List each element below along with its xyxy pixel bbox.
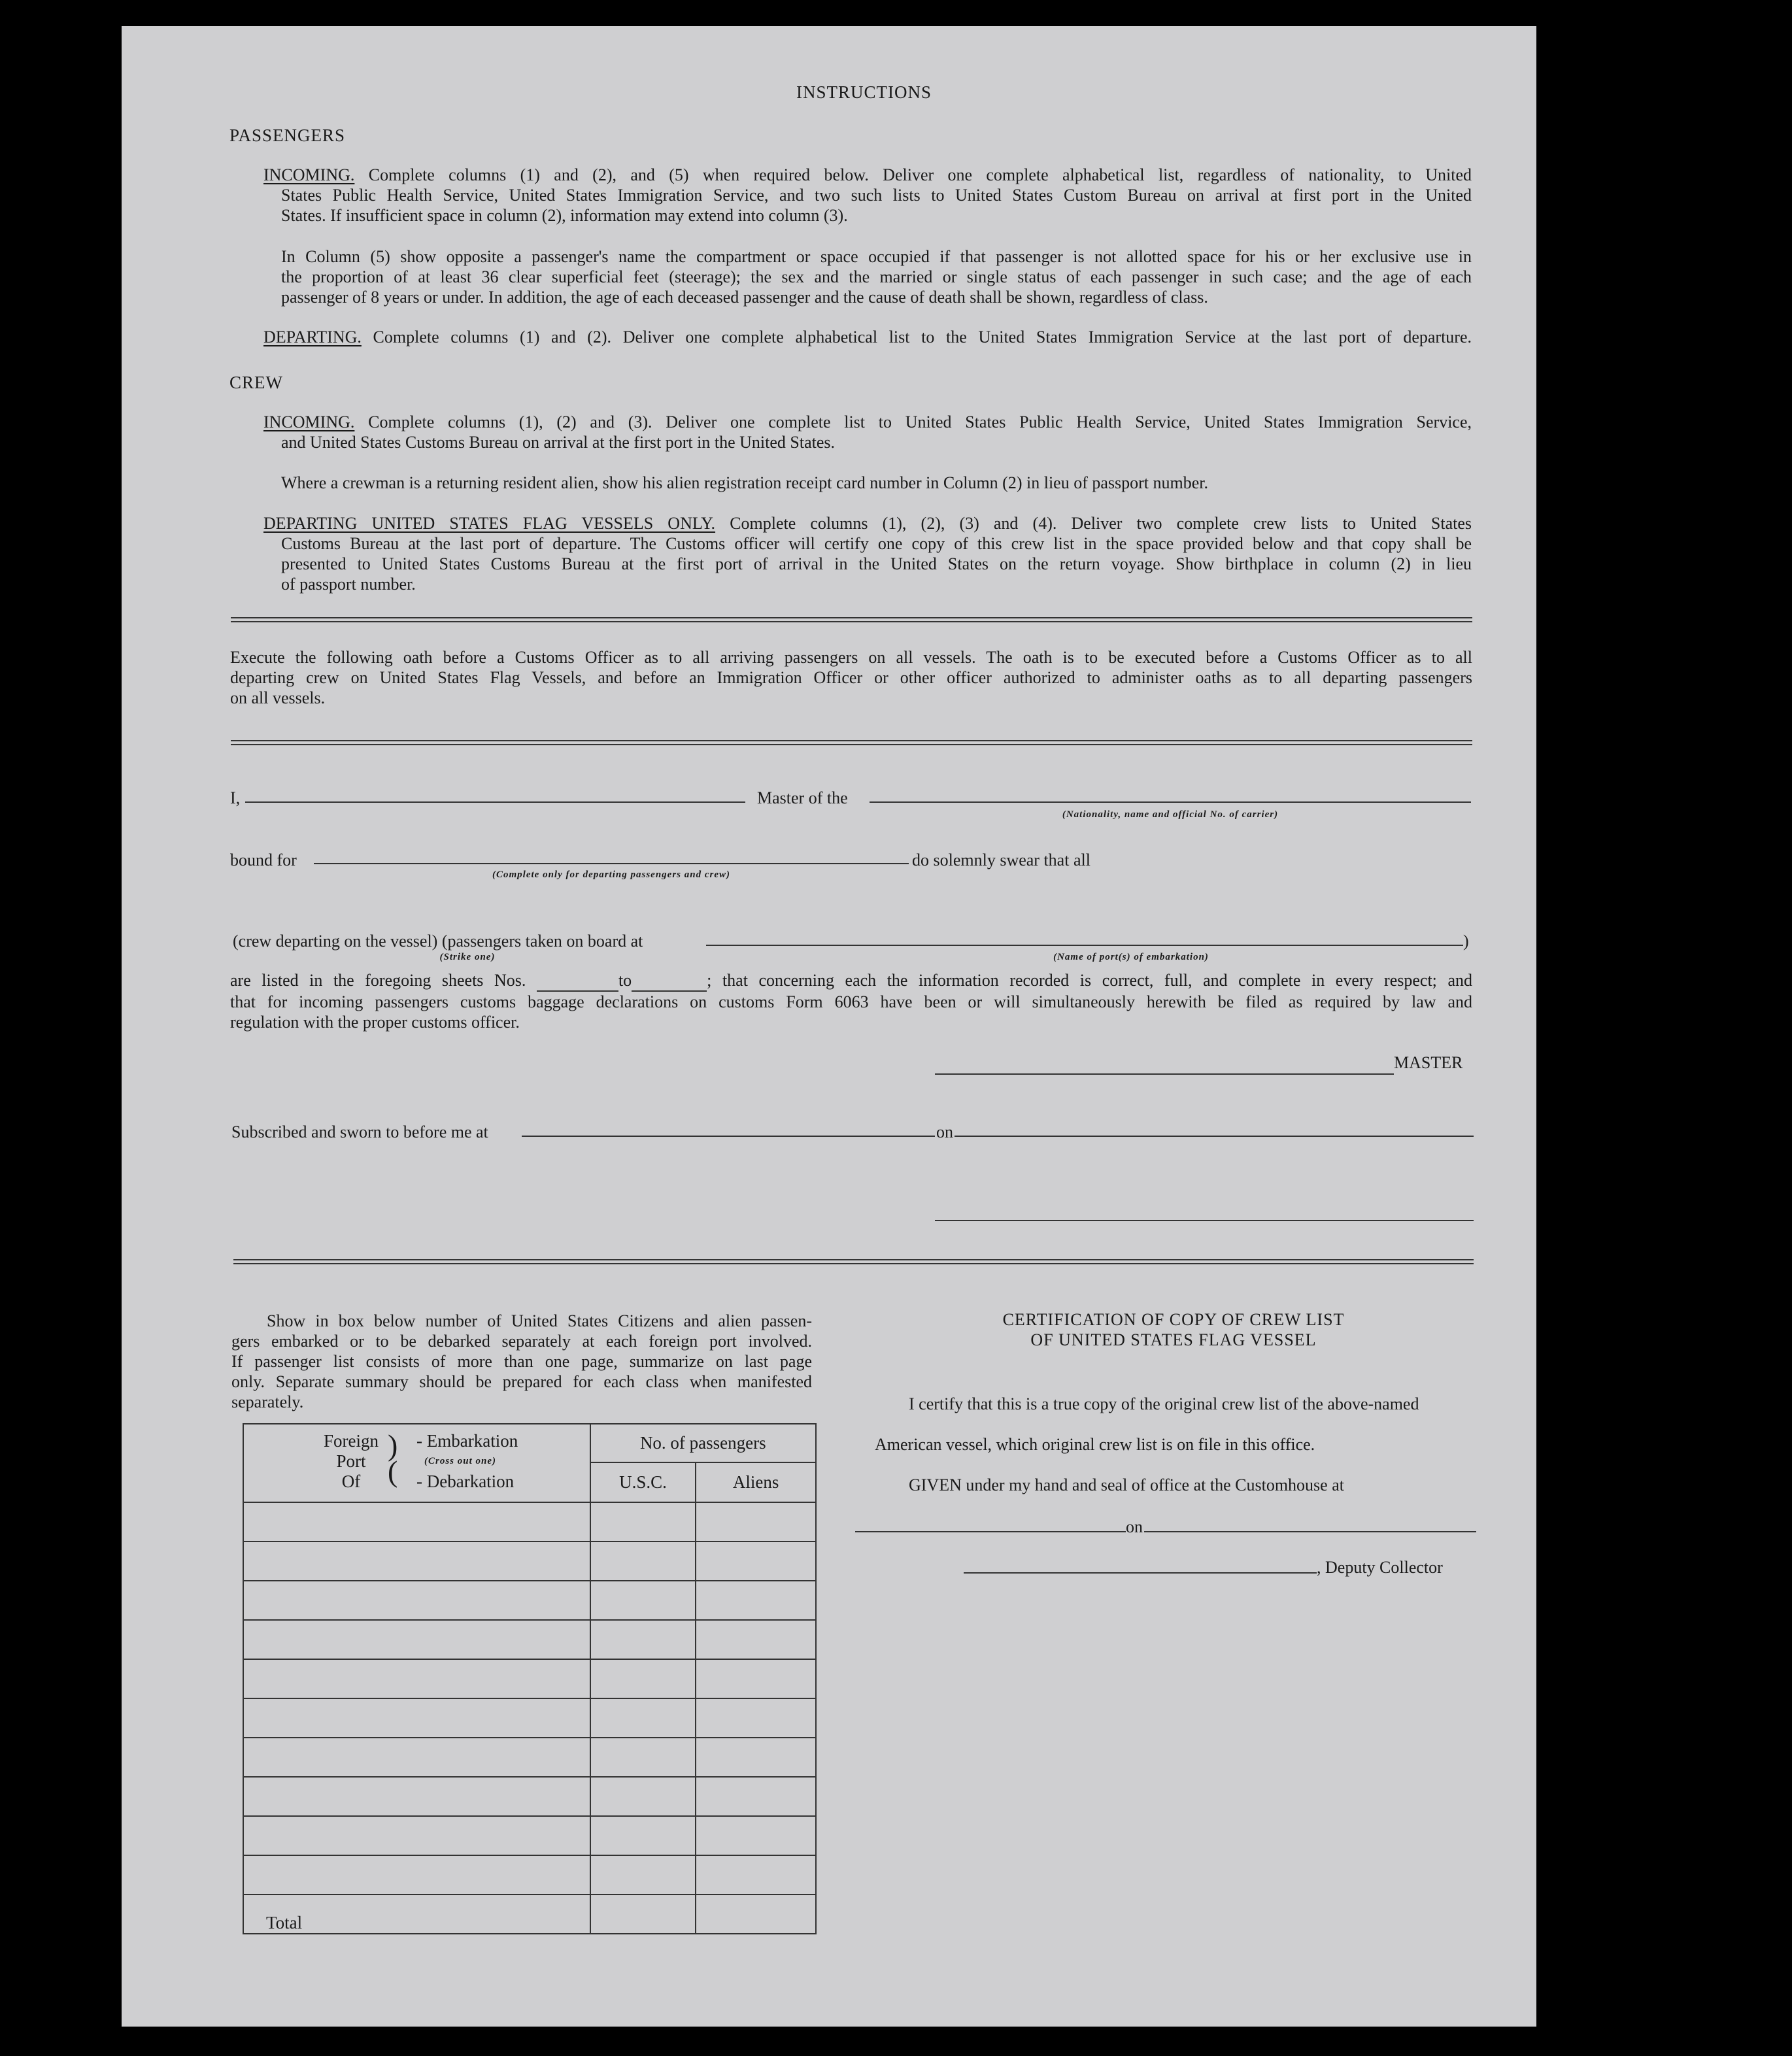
divider: [231, 740, 1472, 745]
crew-passengers-option: (crew departing on the vessel) (passengers taken on board at: [233, 932, 643, 951]
oath-statement: are listed in the foregoing sheets Nos. to ; that concerning each the information recorded is correct, full, and complete in every respect; and that for incoming passengers customs baggage declarations on customs Form 6063 have been or will simultaneously herewith be filed as required by law and regulation with the proper customs officer.: [230, 971, 1472, 1032]
summary-intro: Show in box below number of United States Citizens and alien passen- gers embarked or to be debarked separately at each foreign port involved. If passenger list consists of more than one page, summarize on last page only. Separate summary should be prepared for each class when manifested separately.: [231, 1311, 812, 1411]
officer-signature-field[interactable]: [935, 1220, 1474, 1221]
sworn-place-field[interactable]: [522, 1136, 935, 1137]
total-usc-cell[interactable]: [590, 1895, 696, 1934]
table-row: [243, 1777, 816, 1816]
passengers-heading: PASSENGERS: [229, 126, 346, 145]
certification-line-3: GIVEN under my hand and seal of office at the Customhouse at: [909, 1475, 1344, 1494]
table-row: [243, 1816, 816, 1855]
customhouse-field[interactable]: [855, 1531, 1126, 1532]
instructions-title: INSTRUCTIONS: [796, 82, 932, 102]
aliens-header: Aliens: [696, 1462, 816, 1502]
debarkation-option[interactable]: - Debarkation: [416, 1472, 515, 1491]
certification-title: CERTIFICATION OF COPY OF CREW LIST OF UNITED STATES FLAG VESSEL: [1002, 1310, 1345, 1349]
table-row: [243, 1659, 816, 1698]
crew-incoming: INCOMING. Complete columns (1), (2) and (3). Deliver one complete list to United States Public Health Service, United States Immigration Service, and United States Customs Bureau on arrival at the first port in the United States.: [263, 413, 1472, 452]
table-row: [243, 1738, 816, 1777]
sworn-date-field[interactable]: [955, 1136, 1474, 1137]
carrier-caption: (Nationality, name and official No. of carrier): [1062, 809, 1279, 820]
bound-for-field[interactable]: [314, 863, 909, 864]
no-passengers-header: No. of passengers: [590, 1424, 816, 1462]
crew-resident-note: Where a crewman is a returning resident alien, show his alien registration receipt card number in Column (2) in lieu of passport number.: [281, 473, 1209, 492]
passengers-incoming-label: INCOMING.: [263, 165, 355, 184]
crew-departing: DEPARTING UNITED STATES FLAG VESSELS ONLY. Complete columns (1), (2), (3) and (4). Deliver two complete crew lists to United States Customs Bureau at the last port of departure. The Customs officer will certify one copy of this crew list in the space provided below and that copy shall be presented to United States Customs Bureau at the first port of arrival in the United States on the return voyage. Show birthplace in column (2) in lieu of passport number.: [263, 514, 1472, 594]
table-row: [243, 1620, 816, 1659]
strike-caption: (Strike one): [439, 952, 496, 962]
usc-header: U.S.C.: [590, 1462, 696, 1502]
passengers-incoming: INCOMING. Complete columns (1) and (2), and (5) when required below. Deliver one complete alphabetical list, regardless of nationality, to United States Public Health Service, United States Immigration Service, and two such lists to United States Custom Bureau on arrival at first port in the United States. If insufficient space in column (2), information may extend into column (3).: [263, 165, 1472, 225]
passenger-summary-table: [243, 1423, 817, 1934]
table-row: [243, 1855, 816, 1895]
bound-caption: (Complete only for departing passengers and crew): [492, 869, 730, 880]
certification-line-2: American vessel, which original crew list is on file in this office.: [875, 1435, 1315, 1454]
table-row: [243, 1698, 816, 1738]
master-signature-field[interactable]: [935, 1073, 1394, 1075]
table-row: [243, 1502, 816, 1542]
passengers-column5: In Column (5) show opposite a passenger's name the compartment or space occupied if that passenger is not allotted space for his or her exclusive use in the proportion of at least 36 clear superficial feet (steerage); the sex and the married or single status of each passenger in such case; and the age of each passenger of 8 years or under. In addition, the age of each deceased passenger and the cause of death shall be shown, regardless of class.: [281, 247, 1472, 307]
total-aliens-cell[interactable]: [696, 1895, 816, 1934]
deputy-signature-field[interactable]: [964, 1572, 1317, 1574]
sheet-to-field[interactable]: [632, 970, 707, 992]
embarkation-option[interactable]: - Embarkation: [416, 1431, 518, 1451]
embarkation-port-field[interactable]: [706, 945, 1463, 946]
sheet-from-field[interactable]: [537, 970, 618, 992]
total-row: [243, 1895, 816, 1934]
total-label: Total: [243, 1895, 590, 1934]
divider: [231, 617, 1472, 622]
divider: [233, 1259, 1474, 1264]
oath-intro: Execute the following oath before a Customs Officer as to all arriving passengers on all vessels. The oath is to be executed before a Customs Officer as to all departing crew on United States Flag Vessels, and before an Immigration Officer or other officer authorized to administer oaths as to all departing passengers on all vessels.: [230, 648, 1472, 707]
crew-heading: CREW: [229, 373, 283, 392]
passengers-departing: DEPARTING. Complete columns (1) and (2). Deliver one complete alphabetical list to the United States Immigration Service at the last port of departure.: [263, 328, 1472, 346]
table-row: [243, 1542, 816, 1581]
certification-line-1: I certify that this is a true copy of the original crew list of the above-named: [909, 1394, 1419, 1413]
master-name-field[interactable]: [245, 801, 745, 803]
foreign-port-header: Foreign Port Of ) ( - Embarkation (Cross out one) - Debarkation: [243, 1424, 590, 1502]
table-row: [243, 1581, 816, 1620]
certification-date-field[interactable]: [1144, 1531, 1476, 1532]
port-caption: (Name of port(s) of embarkation): [1053, 952, 1209, 962]
carrier-field[interactable]: [870, 801, 1471, 803]
